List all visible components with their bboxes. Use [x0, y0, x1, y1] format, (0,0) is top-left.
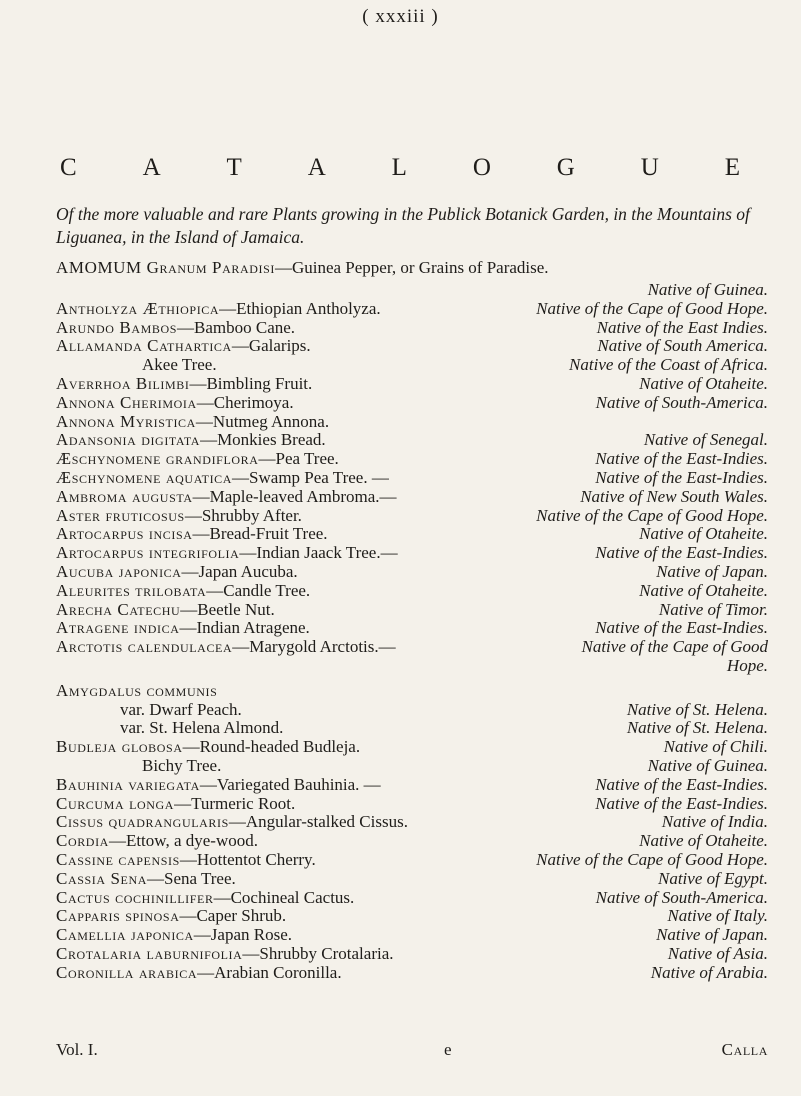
- entry-left: [56, 506, 302, 526]
- native-origin: Native of Chili.: [663, 737, 768, 757]
- botanical-name: Arecha Catechu: [56, 599, 181, 619]
- title-letter: T: [226, 154, 242, 181]
- botanical-name: Aleurites trilobata: [56, 580, 207, 600]
- catalogue-entry: [56, 618, 768, 637]
- native-origin: Native of Otaheite.: [639, 831, 768, 851]
- catalogue-entry: [56, 812, 768, 831]
- entry-left: [56, 944, 394, 964]
- catalogue-subtitle: Of the more valuable and rare Plants growing in the Publick Botanick Garden, in the Mountains of Liguanea, in the Island of Jamaica.: [56, 204, 750, 247]
- catalogue-entry: [56, 543, 768, 562]
- botanical-name: Artocarpus integrifolia: [56, 543, 240, 563]
- common-name: —Caper Shrub.: [179, 906, 287, 926]
- common-name: —Candle Tree.: [206, 580, 311, 600]
- botanical-name: Capparis spinosa: [56, 906, 180, 926]
- native-origin: Native of Otaheite.: [639, 373, 768, 393]
- common-name: —Bimbling Fruit.: [189, 373, 313, 393]
- catalogue-entry: [56, 656, 768, 675]
- entry-left: [56, 600, 275, 620]
- entry-left: [56, 581, 310, 601]
- catalogue-title: [60, 154, 740, 182]
- title-letter: E: [724, 154, 740, 181]
- native-origin: Native of the East-Indies.: [595, 618, 768, 638]
- native-origin: Native of Japan.: [656, 561, 768, 581]
- catalogue-entry: [56, 925, 768, 944]
- entry-left: [56, 681, 217, 701]
- common-name: —Bread-Fruit Tree.: [192, 524, 328, 544]
- common-name: —Turmeric Root.: [174, 793, 296, 813]
- botanical-name: Annona Cherimoia: [56, 392, 197, 412]
- entry-left: [56, 299, 381, 319]
- native-origin: Native of Asia.: [667, 943, 768, 963]
- entry-left: [56, 906, 286, 926]
- native-origin: Native of Guinea.: [647, 755, 768, 775]
- common-name: —Cherimoya.: [196, 392, 294, 412]
- catalogue-entry: [56, 430, 768, 449]
- entry-left: [56, 336, 311, 356]
- native-origin: Native of St. Helena.: [626, 699, 768, 719]
- catalogue-entry: [56, 756, 768, 775]
- catalogue-entry: [56, 737, 768, 756]
- title-letter: A: [142, 154, 161, 181]
- title-letter: O: [472, 154, 491, 181]
- native-origin: Native of Arabia.: [650, 962, 768, 982]
- native-origin: Native of South America.: [597, 336, 768, 356]
- entry-left: [56, 794, 295, 814]
- botanical-name: Cactus cochinillifer: [56, 887, 214, 907]
- common-name: var. St. Helena Almond.: [120, 718, 284, 738]
- catchword: Calla: [721, 1040, 768, 1059]
- plant-list: [56, 258, 768, 981]
- botanical-name: Allamanda Cathartica: [56, 336, 232, 356]
- catalogue-entry: [56, 944, 768, 963]
- botanical-name: Aster fruticosus: [56, 505, 185, 525]
- common-name: —Swamp Pea Tree. —: [232, 467, 389, 487]
- native-origin: Native of Guinea.: [647, 280, 768, 299]
- common-name: —Indian Jaack Tree.—: [239, 543, 398, 563]
- botanical-name: Ambroma augusta: [56, 486, 193, 506]
- native-origin: Native of the Cape of Good Hope.: [536, 505, 768, 525]
- botanical-name: Cassine capensis: [56, 849, 180, 869]
- botanical-name: Annona Myristica: [56, 411, 196, 431]
- botanical-name: Bauhinia variegata: [56, 774, 200, 794]
- common-name: —Angular-stalked Cissus.: [228, 812, 408, 832]
- native-origin: Native of the Coast of Africa.: [569, 355, 768, 375]
- native-origin: Native of India.: [661, 812, 768, 832]
- common-name: —Cochineal Cactus.: [213, 887, 355, 907]
- botanical-name: Curcuma longa: [56, 793, 175, 813]
- entry-left: [56, 562, 298, 582]
- botanical-name: Æschynomene grandiflora: [56, 449, 259, 469]
- native-origin: Native of Timor.: [658, 599, 768, 619]
- catalogue-entry: [56, 794, 768, 813]
- common-name: —Galarips.: [231, 336, 311, 356]
- title-letter: C: [60, 154, 77, 181]
- catalogue-entry: [56, 374, 768, 393]
- native-origin: Hope.: [726, 655, 768, 675]
- entry-left: [56, 487, 397, 507]
- entry-left: [142, 756, 221, 776]
- catalogue-entry: [56, 449, 768, 468]
- botanical-name: Arctotis calendulacea: [56, 637, 233, 657]
- common-name: —Japan Aucuba.: [181, 561, 298, 581]
- volume-label: Vol. I.: [56, 1040, 98, 1059]
- catalogue-entry: [56, 718, 768, 737]
- common-name: —Guinea Pepper, or Grains of Paradise.: [274, 258, 549, 277]
- catalogue-entry: [56, 562, 768, 581]
- botanical-name: AMOMUM Granum Paradisi: [56, 258, 275, 277]
- catalogue-entry: [56, 258, 768, 280]
- native-origin: Native of the East Indies.: [596, 317, 768, 337]
- botanical-name: Averrhoa Bilimbi: [56, 373, 190, 393]
- title-letter: A: [307, 154, 326, 181]
- botanical-name: Cissus quadrangularis: [56, 812, 229, 832]
- common-name: —Shrubby After.: [184, 505, 302, 525]
- entry-left: [56, 888, 354, 908]
- catalogue-entry: [56, 581, 768, 600]
- catalogue-entry: [56, 888, 768, 907]
- catalogue-entry: [56, 600, 768, 619]
- native-origin: Native of South-America.: [595, 392, 768, 412]
- common-name: —Arabian Coronilla.: [197, 962, 342, 982]
- catalogue-entry: [56, 906, 768, 925]
- native-origin: Native of Otaheite.: [639, 524, 768, 544]
- native-origin: Native of Senegal.: [643, 430, 768, 450]
- common-name: —Sena Tree.: [146, 868, 236, 888]
- entry-left: [56, 468, 389, 488]
- native-origin: Native of South-America.: [595, 887, 768, 907]
- common-name: —Monkies Bread.: [200, 430, 326, 450]
- native-origin: Native of Japan.: [656, 925, 768, 945]
- catalogue-entry: [56, 393, 768, 412]
- common-name: Akee Tree.: [142, 355, 217, 375]
- entry-left: [56, 543, 398, 563]
- botanical-name: Coronilla arabica: [56, 962, 198, 982]
- entry-left: [56, 637, 396, 657]
- catalogue-entry: [56, 637, 768, 656]
- botanical-name: Aucuba japonica: [56, 561, 182, 581]
- common-name: —Shrubby Crotalaria.: [242, 943, 394, 963]
- catalogue-entry: [56, 355, 768, 374]
- entry-left: [56, 374, 312, 394]
- entry-left: [56, 412, 329, 432]
- entry-left: [120, 700, 242, 720]
- native-origin: Native of the East-Indies.: [595, 543, 768, 563]
- common-name: —Maple-leaved Ambroma.—: [192, 486, 397, 506]
- catalogue-entry: [56, 831, 768, 850]
- catalogue-entry: [56, 412, 768, 431]
- entry-left: [56, 925, 292, 945]
- botanical-name: Cordia: [56, 831, 109, 851]
- native-origin: Native of Otaheite.: [639, 580, 768, 600]
- entry-left: [56, 393, 294, 413]
- common-name: —Ethiopian Antholyza.: [219, 298, 381, 318]
- common-name: —Round-headed Budleja.: [182, 737, 361, 757]
- entry-left: [56, 963, 342, 983]
- common-name: —Indian Atragene.: [179, 618, 310, 638]
- entry-left: [56, 430, 326, 450]
- title-letter: G: [556, 154, 575, 181]
- catalogue-entry: [56, 681, 768, 700]
- botanical-name: Budleja globosa: [56, 737, 183, 757]
- native-origin: Native of the Cape of Good Hope.: [536, 849, 768, 869]
- native-origin: Native of the East-Indies.: [595, 793, 768, 813]
- entry-left: [56, 618, 310, 638]
- catalogue-entry: [56, 506, 768, 525]
- entry-left: [120, 718, 283, 738]
- entry-left: [56, 775, 381, 795]
- botanical-name: Æschynomene aquatica: [56, 467, 233, 487]
- native-origin: Native of Egypt.: [657, 868, 768, 888]
- native-origin: Native of St. Helena.: [626, 718, 768, 738]
- entry-left: [56, 318, 295, 338]
- common-name: —Beetle Nut.: [180, 599, 275, 619]
- common-name: —Variegated Bauhinia. —: [199, 774, 381, 794]
- title-letter: U: [640, 154, 659, 181]
- botanical-name: Arundo Bambos: [56, 317, 178, 337]
- botanical-name: Adansonia digitata: [56, 430, 201, 450]
- botanical-name: Artocarpus incisa: [56, 524, 193, 544]
- catalogue-entry: [56, 524, 768, 543]
- native-origin: Native of the Cape of Good: [581, 637, 768, 657]
- native-origin: Native of Italy.: [667, 906, 768, 926]
- common-name: Bichy Tree.: [142, 755, 222, 775]
- common-name: —Pea Tree.: [258, 449, 339, 469]
- botanical-name: Amygdalus communis: [56, 680, 218, 700]
- catalogue-entry: [56, 850, 768, 869]
- native-origin: Native of the East-Indies.: [595, 467, 768, 487]
- catalogue-entry: [56, 775, 768, 794]
- entry-left: [56, 737, 360, 757]
- signature-mark: e: [444, 1040, 452, 1059]
- page-number: ( xxxiii ): [362, 6, 439, 27]
- native-origin: Native of the Cape of Good Hope.: [536, 298, 768, 318]
- catalogue-entry: [56, 280, 768, 299]
- catalogue-entry: [56, 700, 768, 719]
- native-origin: Native of the East-Indies.: [595, 774, 768, 794]
- entry-left: [56, 812, 408, 832]
- entry-left: [56, 449, 339, 469]
- catalogue-entry: [56, 869, 768, 888]
- common-name: var. Dwarf Peach.: [120, 699, 242, 719]
- catalogue-entry: [56, 299, 768, 318]
- catalogue-entry: [56, 487, 768, 506]
- botanical-name: Atragene indica: [56, 618, 180, 638]
- catalogue-entry: [56, 468, 768, 487]
- common-name: —Nutmeg Annona.: [195, 411, 330, 431]
- entry-left: [142, 355, 217, 375]
- common-name: —Japan Rose.: [193, 925, 293, 945]
- entry-left: [56, 258, 549, 278]
- botanical-name: Crotalaria laburnifolia: [56, 943, 243, 963]
- catalogue-entry: [56, 318, 768, 337]
- entry-left: [56, 869, 236, 889]
- common-name: —Marygold Arctotis.—: [232, 637, 396, 657]
- entry-left: [56, 524, 328, 544]
- common-name: —Bamboo Cane.: [177, 317, 296, 337]
- entry-left: [56, 850, 316, 870]
- native-origin: Native of the East-Indies.: [595, 449, 768, 469]
- botanical-name: Antholyza Æthiopica: [56, 298, 220, 318]
- native-origin: Native of New South Wales.: [580, 486, 768, 506]
- entry-left: [56, 831, 258, 851]
- catalogue-entry: [56, 963, 768, 982]
- botanical-name: Cassia Sena: [56, 868, 147, 888]
- common-name: —Hottentot Cherry.: [179, 849, 316, 869]
- catalogue-entry: [56, 336, 768, 355]
- common-name: —Ettow, a dye-wood.: [108, 831, 258, 851]
- botanical-name: Camellia japonica: [56, 925, 194, 945]
- title-letter: L: [391, 154, 407, 181]
